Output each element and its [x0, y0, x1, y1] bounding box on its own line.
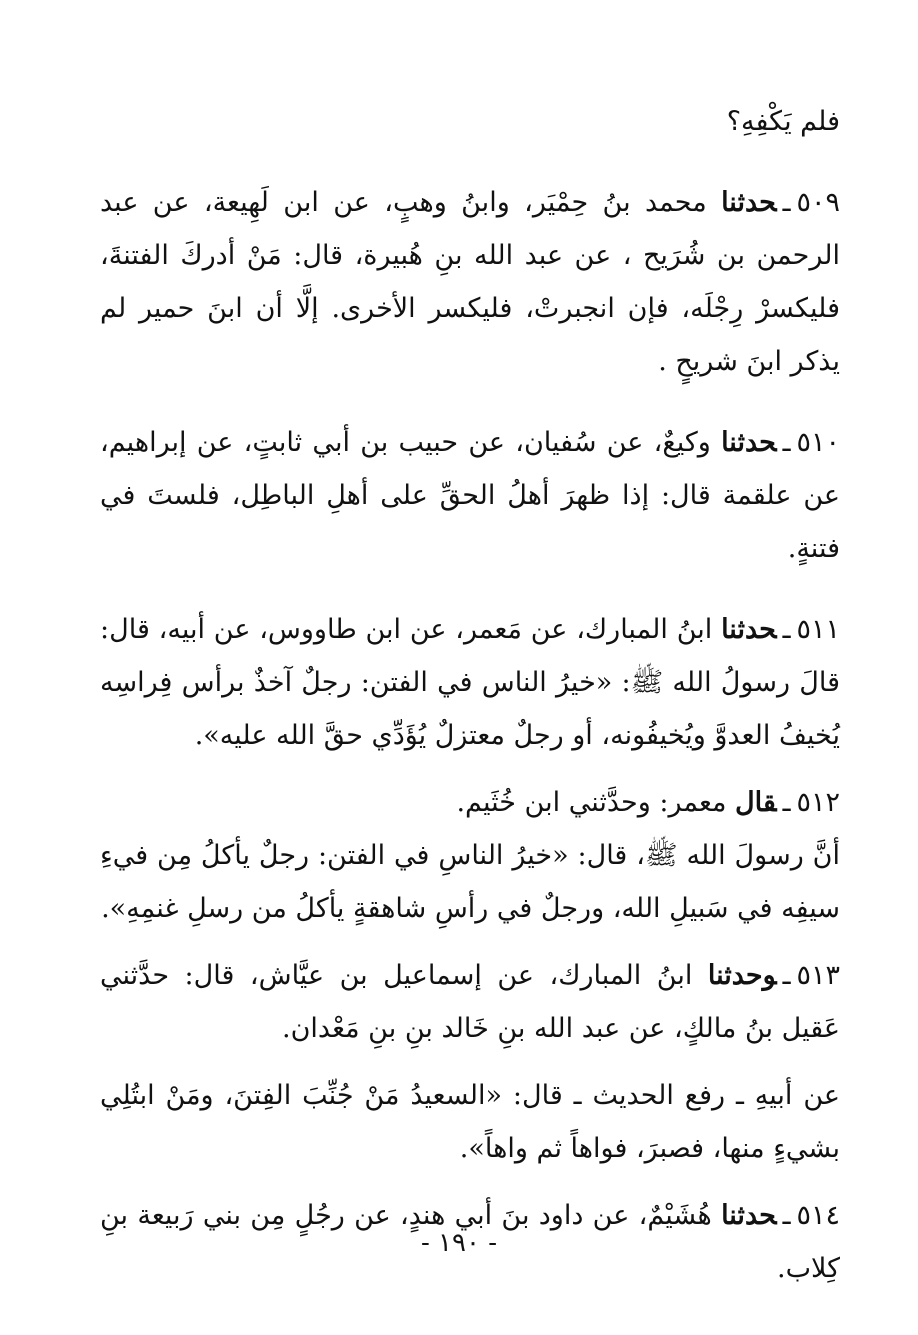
- entry-text: هُشَيْمٌ، عن داود بنَ أبي هندٍ، عن رجُلٍ مِن بني رَبيعة بنِ كِلاب.: [100, 1200, 840, 1284]
- page-content: [100, 95, 840, 1295]
- entry-keyword: حدثنا: [721, 427, 777, 458]
- entry-text: محمد بنُ حِمْيَر، وابنُ وهبٍ، عن ابن لَهِيعة، عن عبد الرحمن بن شُرَيح ، عن عبد الله بنِ هُبيرة، قال: مَنْ أدركَ الفتنةَ، فليكسرْ رِجْلَه، فإن انجبرتْ، فليكسر الأخرى. إلَّا أن ابنَ حمير لم يذكر ابنَ شريحٍ .: [100, 187, 840, 377]
- entry-number: ٥١٤: [796, 1200, 840, 1231]
- entry-number: ٥٠٩: [796, 187, 841, 218]
- intro-line: فلم يَكْفِهِ؟: [726, 106, 840, 137]
- page-number: - ١٩٠ -: [420, 1228, 498, 1258]
- entry-number: ٥١٢: [796, 787, 840, 818]
- entry-text: ابنُ المبارك، عن مَعمر، عن ابن طاووس، عن أبيه، قال: قالَ رسولُ الله ﷺ: «خيرُ الناس في الفتن: رجلٌ آخذٌ برأس فِراسِه يُخيفُ العدوَّ ويُخيفُونه، أو رجلٌ معتزلٌ يُؤَدِّي حقَّ الله عليه».: [100, 614, 840, 751]
- entry-keyword: حدثنا: [721, 614, 777, 645]
- entry-keyword: حدثنا: [721, 1200, 777, 1231]
- entry-number: ٥١٣: [796, 960, 841, 991]
- entry-number: ٥١١: [796, 614, 841, 645]
- hadith-entry-512: ٥١٢ـقال معمر: وحدَّثني ابن خُثَيم.: [456, 787, 840, 818]
- entry-keyword: قال: [735, 787, 777, 818]
- entry-keyword: وحدثنا: [707, 960, 777, 991]
- hadith-entry-514: ٥١٤ـحدثنا هُشَيْمٌ، عن داود بنَ أبي هندٍ، عن رجُلٍ مِن بني رَبيعة بنِ كِلاب.: [100, 1200, 840, 1284]
- entry-keyword: حدثنا: [721, 187, 777, 218]
- hadith-entry-511: ٥١١ـحدثنا ابنُ المبارك، عن مَعمر، عن ابن طاووس، عن أبيه، قال: قالَ رسولُ الله ﷺ: «خيرُ الناس في الفتن: رجلٌ آخذٌ برأس فِراسِه يُخيفُ العدوَّ ويُخيفُونه، أو رجلٌ معتزلٌ يُؤَدِّي حقَّ الله عليه».: [100, 614, 841, 751]
- hadith-entry-512-continuation: أنَّ رسولَ الله ﷺ، قال: «خيرُ الناسِ في الفتن: رجلٌ يأكلُ مِن فيءِ سيفِه في سَبيلِ الله، ورجلٌ في رأسِ شاهقةٍ يأكلُ من رسلِ غنمِهِ».: [100, 840, 840, 924]
- hadith-entry-513: ٥١٣ـوحدثنا ابنُ المبارك، عن إسماعيل بن عيَّاش، قال: حدَّثني عَقيل بنُ مالكٍ، عن عبد الله بنِ خَالد بنِ بنِ مَعْدان.: [100, 960, 841, 1044]
- hadith-entry-509: ٥٠٩ـحدثنا محمد بنُ حِمْيَر، وابنُ وهبٍ، عن ابن لَهِيعة، عن عبد الرحمن بن شُرَيح ، عن عبد الله بنِ هُبيرة، قال: مَنْ أدركَ الفتنةَ، فليكسرْ رِجْلَه، فإن انجبرتْ، فليكسر الأخرى. إلَّا أن ابنَ حمير لم يذكر ابنَ شريحٍ .: [100, 187, 841, 377]
- entry-text: معمر: وحدَّثني ابن خُثَيم.: [456, 787, 727, 818]
- hadith-entry-513-continuation: عن أبيهِ ـ رفع الحديث ـ قال: «السعيدُ مَنْ جُنِّبَ الفِتنَ، ومَنْ ابتُلِي بشيءٍ منها، فصبرَ، فواهاً ثم واهاً».: [100, 1080, 840, 1164]
- entry-text: ابنُ المبارك، عن إسماعيل بن عيَّاش، قال: حدَّثني عَقيل بنُ مالكٍ، عن عبد الله بنِ خَالد بنِ بنِ مَعْدان.: [100, 960, 840, 1044]
- entry-text: وكيعٌ، عن سُفيان، عن حبيب بن أبي ثابتٍ، عن إبراهيم، عن علقمة قال: إذا ظهرَ أهلُ الحقِّ على أهلِ الباطِل، فلستَ في فتنةٍ.: [100, 427, 840, 564]
- hadith-entry-510: ٥١٠ـحدثنا وكيعٌ، عن سُفيان، عن حبيب بن أبي ثابتٍ، عن إبراهيم، عن علقمة قال: إذا ظهرَ أهلُ الحقِّ على أهلِ الباطِل، فلستَ في فتنةٍ.: [100, 427, 841, 564]
- entry-number: ٥١٠: [796, 427, 841, 458]
